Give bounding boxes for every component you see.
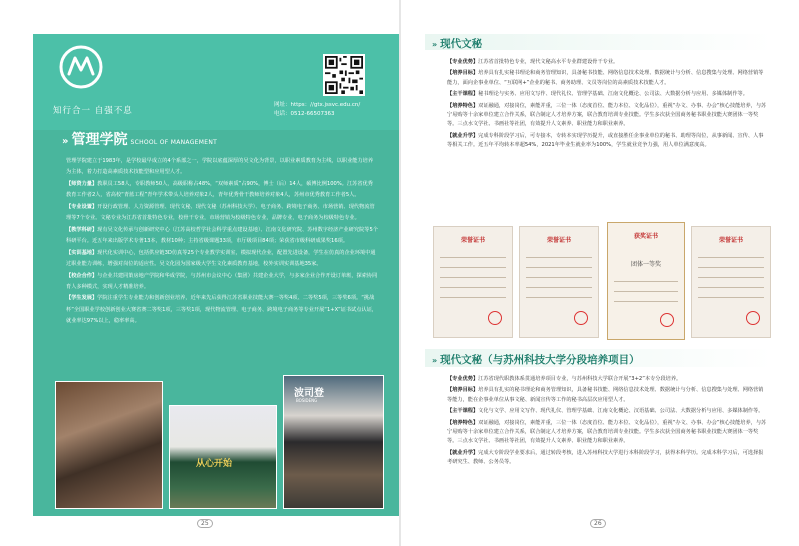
detail-item: 【就业升学】完成专科阶段学习后，可专接本，专转本实现学历提升，或直接胜任企事业单位的秘书、助理等岗位，从事新闻、宣传、人事等相关工作。近五年平均转本率超54%，2021年毕业生就业率为100%，学生就业竞争力强，用人单位满意度高。	[447, 132, 764, 149]
chevron-right-icon: »	[432, 356, 438, 365]
photo-company-visit	[283, 375, 384, 509]
detail-item: 【培养特色】双证融通，对接岗位，素能并重，三位一体（态度首位、能力本位、文化品位），重视“办文、办事、办会”核心技能培养，与苏宁易购等十余家单位建立合作关系，联合制定人才培养方案，联合教育培训专业技能。学生多次获全国商务秘书职业技能大赛团体一等奖等。三点水文学社、书画社等社团，有效提升人文素养、职业能力和职业素养。	[447, 419, 767, 445]
major-heading: » 现代文秘	[432, 38, 483, 50]
paragraph: 【专业设置】开设行政管理、人力资源管理、现代文秘、现代文秘（苏州科技大学）、电子商务、跨境电子商务、市场营销、现代物流管理等7个专业。文秘专业为江苏省首批特色专业，校骨干专业，市场营销为校级特色专业，品牌专业，电子商务为校级特色专业。	[66, 203, 375, 222]
qr-code-icon[interactable]	[323, 54, 365, 96]
photo-label: 从心开始	[196, 459, 233, 469]
seal-icon	[574, 311, 588, 325]
photo-group	[169, 405, 277, 509]
seal-icon	[488, 311, 502, 325]
photo-gallery	[55, 375, 385, 513]
paragraph: 【实训基地】现代化实训中心，包括供应链3D仿真等25个专业教学实训室，模拟现代企业，配置先进设备，学生在仿真的企业环境中通过职业能力训练，增强对岗位的适应性。吴文化园为国家级大学生文化素质教育基地，校外实训实训基地35家。	[66, 249, 376, 267]
certificate: 荣誉证书	[433, 226, 513, 338]
chevron-right-icon: »	[432, 40, 438, 49]
photo-meeting	[55, 381, 163, 509]
college-description	[66, 156, 378, 328]
section-title-text: 管理学院	[71, 132, 128, 148]
paragraph: 【教学科研】现有吴文化传承与创新研究中心（江苏高校哲学社会科学重点建设基地）、江南文化研究院、苏州数字经济产业研究院等5个科研平台。近五年来出版学术专著13本，教材10种；主持省级课题33项，市厅级项目84项；荣获省市级科研成果奖16项。	[66, 226, 378, 244]
page-number: 25	[197, 519, 213, 528]
college-logo-icon	[58, 44, 104, 90]
detail-item: 【专业优势】江苏省首批特色专业，现代文秘高水平专业群建设骨干专业。	[447, 59, 619, 65]
contact-info	[274, 101, 360, 119]
major-details	[447, 375, 767, 470]
chevron-right-icon: »	[62, 136, 69, 147]
photo-label: 波司登	[294, 388, 324, 399]
paragraph: 【校企合作】与企业共建同策房地产学院和华成学院，与苏州市会议中心（集团）共建企业大学，与多家企业合作开设订单班，探索协同育人多种模式，实现人才精准培养。	[66, 272, 378, 290]
major-heading: » 现代文秘（与苏州科技大学分段培养项目）	[432, 354, 640, 366]
seal-icon	[660, 313, 674, 327]
certificate-gallery	[433, 222, 773, 342]
contact-website: 网址：https：//gtx.jssvc.edu.cn/	[274, 102, 361, 108]
paragraph: 管理学院建立于1983年，是学校最早成立的4个系部之一，学院以底蕴深厚的吴文化为背景，以职业素质教育为主线，以职业能力培养为主体，着力打造高素质技术技能型和应用型人才。	[66, 158, 374, 176]
detail-item: 【就业升学】完成大专阶段学业要求后，通过转段考核，进入苏州科技大学进行本科阶段学习，获得本科学历。完成本科学习后，可选择报考研究生、教师、公务员等。	[447, 449, 764, 466]
major-details	[447, 58, 767, 153]
section-title	[62, 129, 217, 149]
detail-item: 【培养目标】培养具有扎实的秘书理论和商务管理知识，具备秘书技能、网络信息技术处理、数据统计与分析、信息搜集与处理、网络营销等能力，能在企事业单位从事文秘、新闻宣传等工作的秘书高层次应用型人才。	[447, 387, 764, 403]
detail-item: 【专业优势】江苏省现代职教体系贯通培养项目专业，与苏州科技大学联合开展“3+2”本专分段培养。	[447, 376, 682, 382]
page-number: 26	[590, 519, 606, 528]
detail-item: 【培养目标】培养具有扎实秘书理论和商务管理知识，具备秘书技能、网络信息技术处理、数据统计与分析、信息搜集与处理、网络营销等能力，面向企事业单位、“互联网+”企业的秘书、商务助理、文员等岗位的高素质技术技能人才。	[447, 70, 764, 86]
certificate: 荣誉证书	[691, 226, 771, 338]
college-motto: 知行合一 自强不息	[53, 106, 133, 116]
certificate: 荣誉证书	[519, 226, 599, 338]
detail-item: 【主干课程】文化与文学、应用文写作、现代礼仪、管理学基础、江南文化概论、汉语基础、公司法、大数据分析与应用、多媒体制作等。	[447, 408, 764, 415]
paragraph: 【师资力量】教职员工58人，专职教师50人，高级职称占48%，“双师素质”占90%，博士（后）14人，硕博比例100%。江苏省优秀教育工作者2人，省高校“青蓝工程”青年学术带头人培养对象2人，青年优秀骨干教师培养对象4人，苏州市优秀教育工作者5人。	[66, 180, 373, 199]
contact-phone: 电话：0512-66507363	[274, 111, 335, 117]
photo-sublabel: BOSIDENG	[296, 398, 318, 403]
detail-item: 【培养特色】双证融通，对接岗位，素能并重，三位一体（态度首位、能力本位、文化品位），重视“办文、办事、办会”核心技能培养，与苏宁易购等十余家单位建立合作关系，联合制定人才培养方案，联合教育培训专业技能。学生多次获全国商务秘书职业技能大赛团体一等奖等。三点水文学社、书画社等社团，有效提升人文素养、职业能力和职业素养。	[447, 102, 767, 128]
section-title-en: SCHOOL OF MANAGEMENT	[130, 139, 218, 146]
detail-item: 【主干课程】秘书理论与实务、应用文写作、现代礼仪、管理学基础、江南文化概论、公司法、大数据分析与应用、多媒体制作等。	[447, 91, 748, 98]
paragraph: 【学生发展】学院注重学生专业能力和创新创业培养，近年来先后获得江苏省职业技能大赛一等奖4项、二等奖5项，三等奖6项。“挑战杯”全国职业学校创新创业大赛省赛二等奖1项，三等奖1项，现代物流管理、电子商务、跨境电子商务等专业开展“1+X”证书试点认证，就业率达97%以上，稳率率高。	[66, 295, 377, 324]
certificate: 获奖证书 团体一等奖	[607, 222, 685, 340]
seal-icon	[746, 311, 760, 325]
